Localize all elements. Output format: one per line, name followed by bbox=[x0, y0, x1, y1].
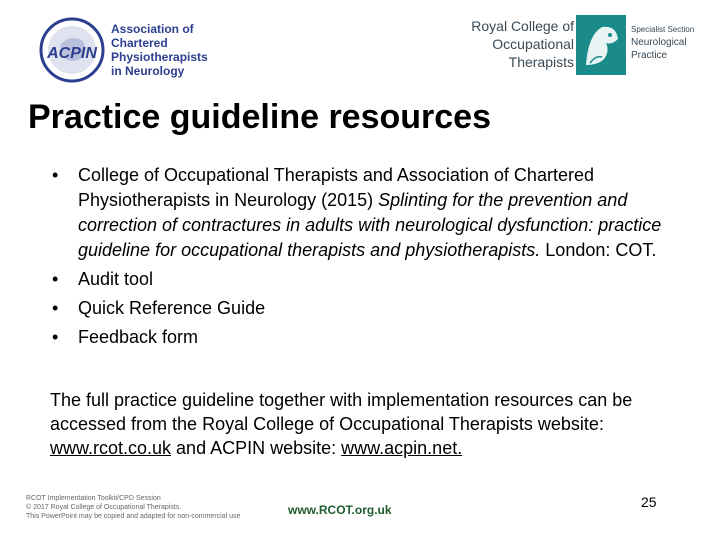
acpin-website-link[interactable]: www.acpin.net. bbox=[341, 438, 463, 458]
acpin-line: Chartered bbox=[111, 36, 168, 50]
list-item bbox=[52, 163, 692, 263]
footer-copyright bbox=[26, 494, 240, 521]
summary-text: The full practice guideline together with implementation resources can be accessed from the Royal College of Occupational Therapists website: bbox=[50, 390, 633, 434]
list-item bbox=[52, 296, 692, 321]
acpin-logo-text: ACPIN bbox=[47, 45, 97, 62]
footer-line: This PowerPoint may be copied and adapted for non-commercial use bbox=[26, 513, 241, 520]
resource-list bbox=[52, 163, 692, 354]
page-number: 25 bbox=[641, 494, 657, 510]
slide-title: Practice guideline resources bbox=[28, 98, 491, 136]
bullet-icon: • bbox=[52, 298, 59, 318]
bullet-icon: • bbox=[52, 269, 59, 289]
bullet-icon: • bbox=[52, 165, 59, 185]
rcot-line: Therapists bbox=[508, 54, 574, 70]
rcot-emblem-icon bbox=[576, 15, 626, 75]
acpin-line: Association of bbox=[111, 22, 194, 36]
list-item bbox=[52, 325, 692, 350]
acpin-emblem-icon bbox=[38, 16, 106, 84]
summary-text-mid: and ACPIN website: bbox=[171, 438, 342, 458]
bullet-icon: • bbox=[52, 327, 59, 347]
rcot-line: Royal College of bbox=[471, 18, 574, 34]
list-item-text: Feedback form bbox=[78, 327, 199, 347]
rcot-section-line: Neurological bbox=[631, 37, 687, 48]
summary-paragraph bbox=[50, 388, 690, 460]
rcot-section-line: Specialist Section bbox=[631, 25, 695, 34]
acpin-logo bbox=[38, 16, 208, 84]
acpin-line: Physiotherapists bbox=[111, 50, 208, 64]
list-item bbox=[52, 267, 692, 292]
acpin-name bbox=[111, 22, 221, 78]
footer-line: RCOT Implementation Toolkit/CPD Session bbox=[26, 495, 161, 502]
footer-url: www.RCOT.org.uk bbox=[288, 503, 392, 517]
citation-text: College of Occupational Therapists and Association of Chartered Physiotherapists in Neurology (2015) bbox=[78, 165, 594, 210]
rcot-logo bbox=[470, 15, 706, 75]
footer-line: © 2017 Royal College of Occupational Therapists. bbox=[26, 504, 182, 511]
citation-title: Splinting for the prevention and correction of contractures in adults with neurological dysfunction: practice guideline for occupational therapists and physiotherapists. bbox=[78, 190, 662, 260]
rcot-section-line: Practice bbox=[631, 50, 668, 61]
list-item-text: Audit tool bbox=[78, 269, 154, 289]
list-item-text: Quick Reference Guide bbox=[78, 298, 266, 318]
acpin-line: in Neurology bbox=[111, 64, 185, 78]
rcot-name bbox=[470, 17, 574, 71]
citation-publisher: London: COT. bbox=[540, 240, 657, 260]
rcot-line: Occupational bbox=[492, 36, 574, 52]
rcot-specialist-section bbox=[631, 23, 694, 62]
rcot-website-link[interactable]: www.rcot.co.uk bbox=[50, 438, 172, 458]
